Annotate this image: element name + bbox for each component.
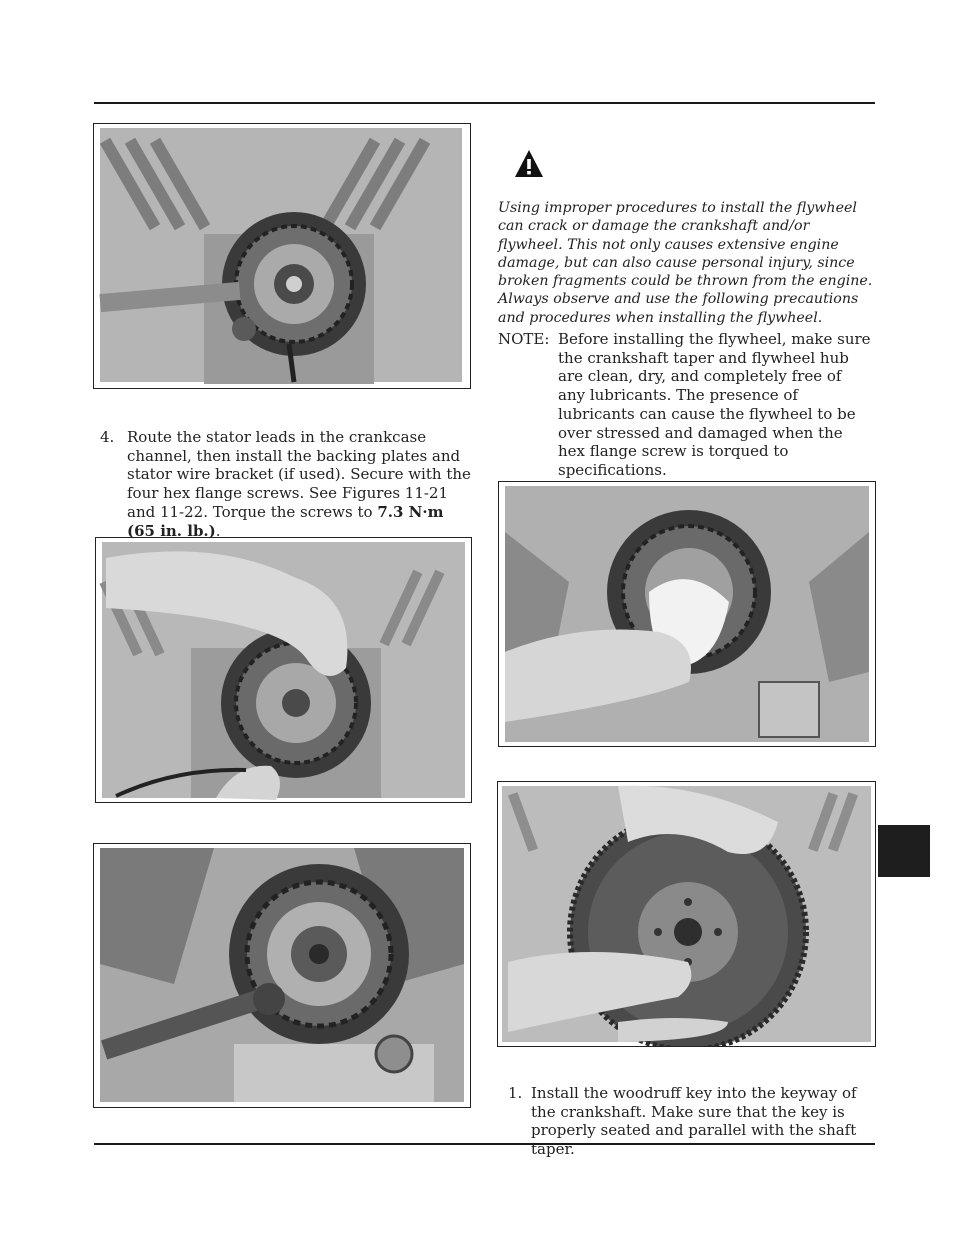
step-4-text-end: .: [215, 521, 221, 540]
note-text: Before installing the flywheel, make sure the crankshaft taper and flywheel hub are clean, dry, and completely free of any lubricants. The presence of lubricants can cause the flywheel to be over stressed and damaged when the hex flange screw is torqued to specifications.: [558, 330, 871, 479]
step-4-text: Route the stator leads in the crankcase channel, then install the backing plates and stator wire bracket (if used). Secure with the four hex flange screws. See Figures 11-21 and 11-22. Torque the screws to: [127, 428, 471, 521]
warning-triangle-icon: [513, 148, 545, 180]
photo-installing-flywheel: [497, 781, 876, 1047]
note-label: NOTE:: [498, 330, 550, 348]
header-rule: [94, 102, 875, 104]
step-text: [127, 428, 472, 540]
photo-torque-wrench: [93, 843, 471, 1108]
photo-routing-leads: [95, 537, 472, 803]
photo-stator-installed: [93, 123, 471, 389]
step-number: 4.: [100, 428, 115, 446]
torque-spec: 7.3 N·m (65 in. lb.): [127, 502, 444, 540]
step-text: Install the woodruff key into the keyway of the crankshaft. Make sure that the key is properly seated and parallel with the shaft taper.: [531, 1084, 857, 1159]
warning-text: Using improper procedures to install the flywheel can crack or damage the crankshaft and/or flywheel. This not only causes extensive engine damage, but can also cause personal injury, since broken fragments could be thrown from the engine. Always observe and use the following precautions and procedures when installing the flywheel.: [498, 200, 873, 326]
photo-cleaning-taper: [498, 481, 876, 747]
section-tab: [878, 825, 930, 877]
step-number: 1.: [508, 1084, 523, 1102]
